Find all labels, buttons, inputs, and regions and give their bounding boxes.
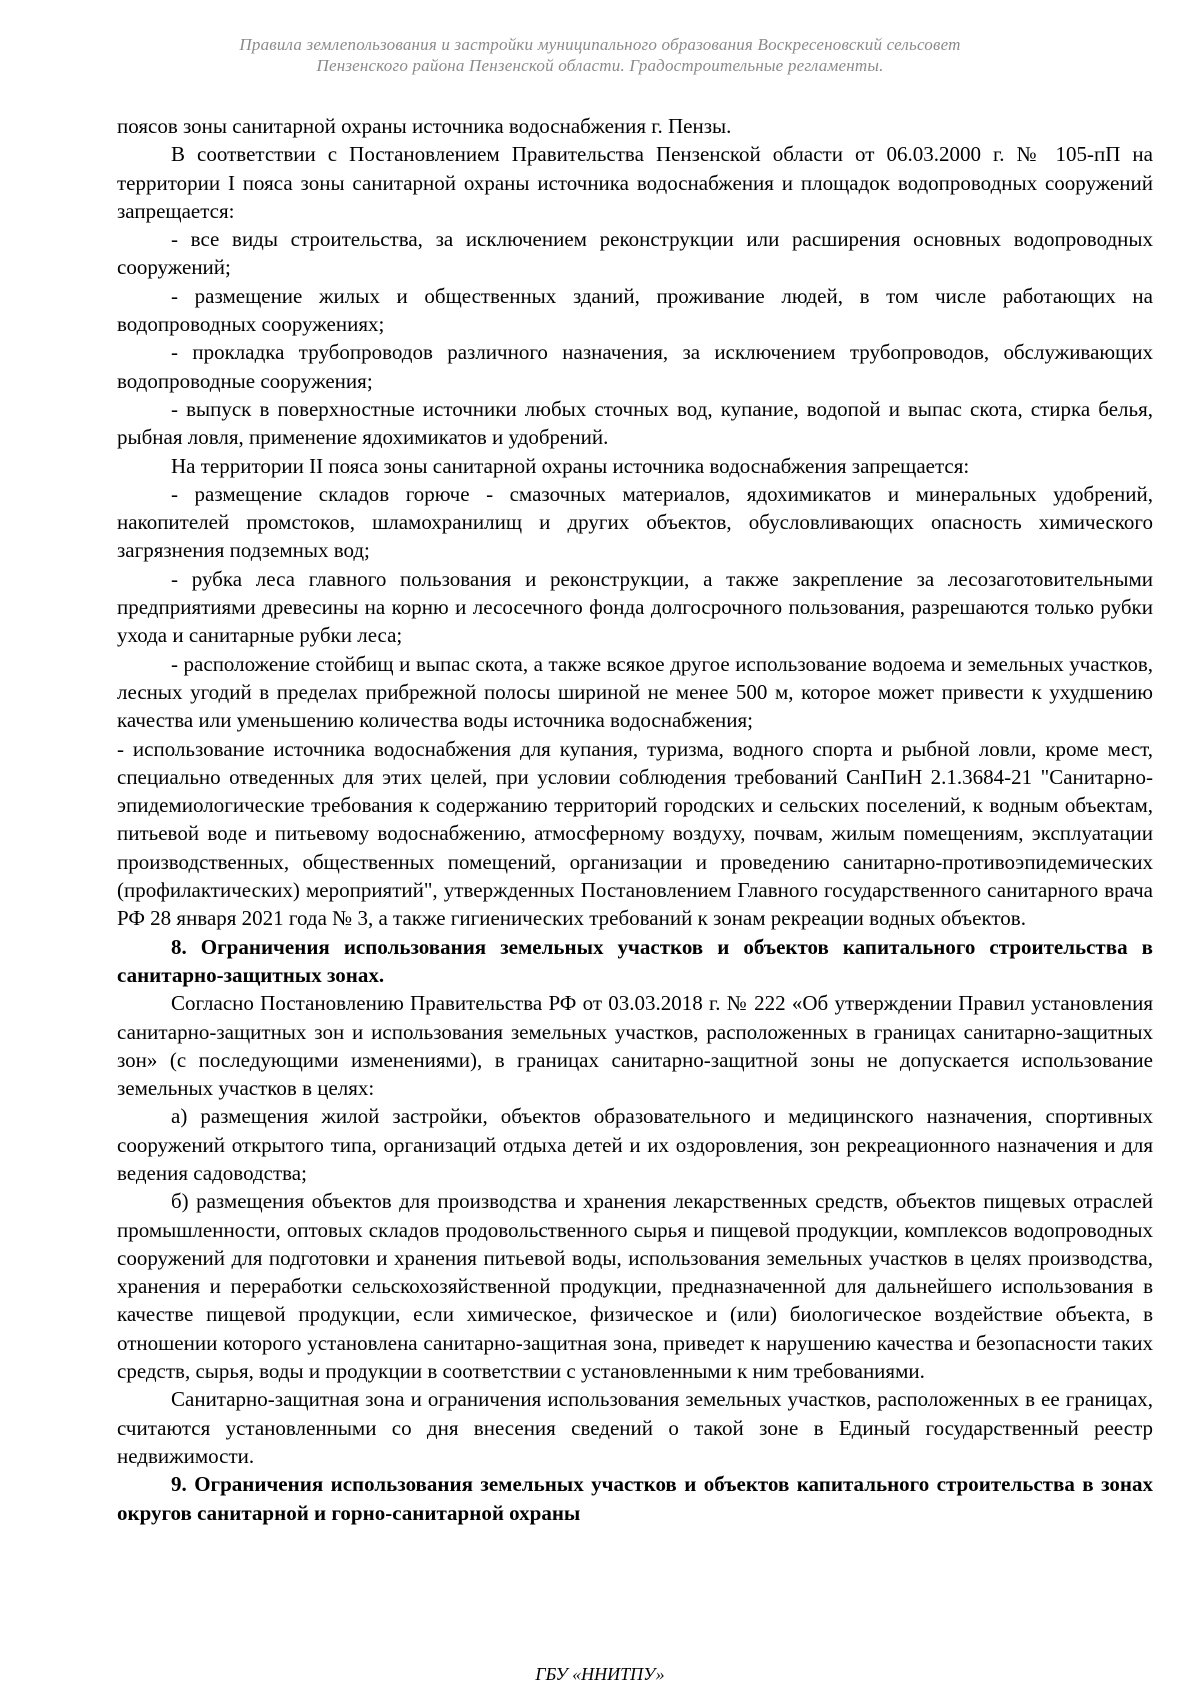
body-paragraph: В соответствии с Постановлением Правительства Пензенской области от 06.03.2000 г. № 105-пП на территории I пояса зоны санитарной охраны источника водоснабжения и площадок водопроводных сооружений запрещается:: [117, 142, 1153, 223]
list-item: - прокладка трубопроводов различного назначения, за исключением трубопроводов, обслуживающих водопроводные сооружения;: [117, 340, 1153, 393]
section-heading-8: 8. Ограничения использования земельных участков и объектов капитального строительства в санитарно-защитных зонах.: [117, 934, 1153, 987]
list-item: - размещение жилых и общественных зданий, проживание людей, в том числе работающих на водопроводных сооружениях;: [117, 283, 1153, 337]
list-item: - использование источника водоснабжения для купания, туризма, водного спорта и рыбной ловли, кроме мест, специально отведенных для этих целей, при условии соблюдения требований СанПиН 2.1.3684-21 "Санитарно-эпидемиологические требования к содержанию территорий городских и сельских поселений, к водным объектам, питьевой воде и питьевому водоснабжению, атмосферному воздуху, почвам, жилым помещениям, эксплуатации производственных, общественных помещений, организации и проведению санитарно-противоэпидемических (профилактических) мероприятий", утвержденных Постановлением Главного государственного санитарного врача РФ 28 января 2021 года № 3, а также гигиенических требований к зонам рекреации водных объектов.: [117, 736, 1153, 931]
body-paragraph: Санитарно-защитная зона и ограничения использования земельных участков, расположенных в ее границах, считаются установленными со дня внесения сведений о такой зоне в Единый государственный реестр недвижимости.: [117, 1387, 1153, 1468]
list-item: - все виды строительства, за исключением реконструкции или расширения основных водопроводных сооружений;: [117, 227, 1153, 280]
list-item: а) размещения жилой застройки, объектов образовательного и медицинского назначения, спортивных сооружений открытого типа, организаций отдыха детей и их оздоровления, зон рекреационного назначения и для ведения садоводства;: [117, 1104, 1153, 1185]
document-body: [117, 112, 1153, 1527]
list-item: - рубка леса главного пользования и реконструкции, а также закрепление за лесозаготовительными предприятиями древесины на корню и лесосечного фонда долгосрочного пользования, разрешаются только рубки ухода и санитарные рубки леса;: [117, 566, 1153, 648]
list-item: - выпуск в поверхностные источники любых сточных вод, купание, водопой и выпас скота, стирка белья, рыбная ловля, применение ядохимикатов и удобрений.: [117, 396, 1153, 450]
list-item: - расположение стойбищ и выпас скота, а также всякое другое использование водоема и земельных участков, лесных угодий в пределах прибрежной полосы шириной не менее 500 м, которое может привести к ухудшению качества или уменьшению количества воды источника водоснабжения;: [117, 651, 1153, 733]
list-item: - размещение складов горюче - смазочных материалов, ядохимикатов и минеральных удобрений, накопителей промстоков, шламохранилищ и других объектов, обусловливающих опасность химического загрязнения подземных вод;: [117, 481, 1153, 563]
body-paragraph: поясов зоны санитарной охраны источника водоснабжения г. Пензы.: [117, 114, 732, 138]
running-header-line-2: Пензенского района Пензенской области. Градостроительные регламенты.: [316, 56, 884, 75]
list-item: б) размещения объектов для производства и хранения лекарственных средств, объектов пищевых отраслей промышленности, оптовых складов продовольственного сырья и пищевой продукции, комплексов водопроводных сооружений для подготовки и хранения питьевой воды, использования земельных участков в целях производства, хранения и переработки сельскохозяйственной продукции, предназначенной для дальнейшего использования в качестве пищевой продукции, если химическое, физическое и (или) биологическое воздействие объекта, в отношении которого установлена санитарно-защитная зона, приведет к нарушению качества и безопасности таких средств, сырья, воды и продукции в соответствии с установленными к ним требованиями.: [117, 1189, 1153, 1384]
running-header: [0, 34, 1200, 76]
section-heading-9: 9. Ограничения использования земельных участков и объектов капитального строительства в зонах округов санитарной и горно-санитарной охраны: [117, 1472, 1153, 1525]
body-paragraph: Согласно Постановлению Правительства РФ от 03.03.2018 г. № 222 «Об утверждении Правил установления санитарно-защитных зон и использования земельных участков, расположенных в границах санитарно-защитных зон» (с последующими изменениями), в границах санитарно-защитной зоны не допускается использование земельных участков в целях:: [117, 991, 1153, 1101]
body-paragraph: На территории II пояса зоны санитарной охраны источника водоснабжения запрещается:: [171, 453, 970, 478]
running-header-line-1: Правила землепользования и застройки муниципального образования Воскресеновский сельсовет: [239, 35, 961, 54]
page-footer: ГБУ «ННИТПУ»: [535, 1664, 665, 1684]
